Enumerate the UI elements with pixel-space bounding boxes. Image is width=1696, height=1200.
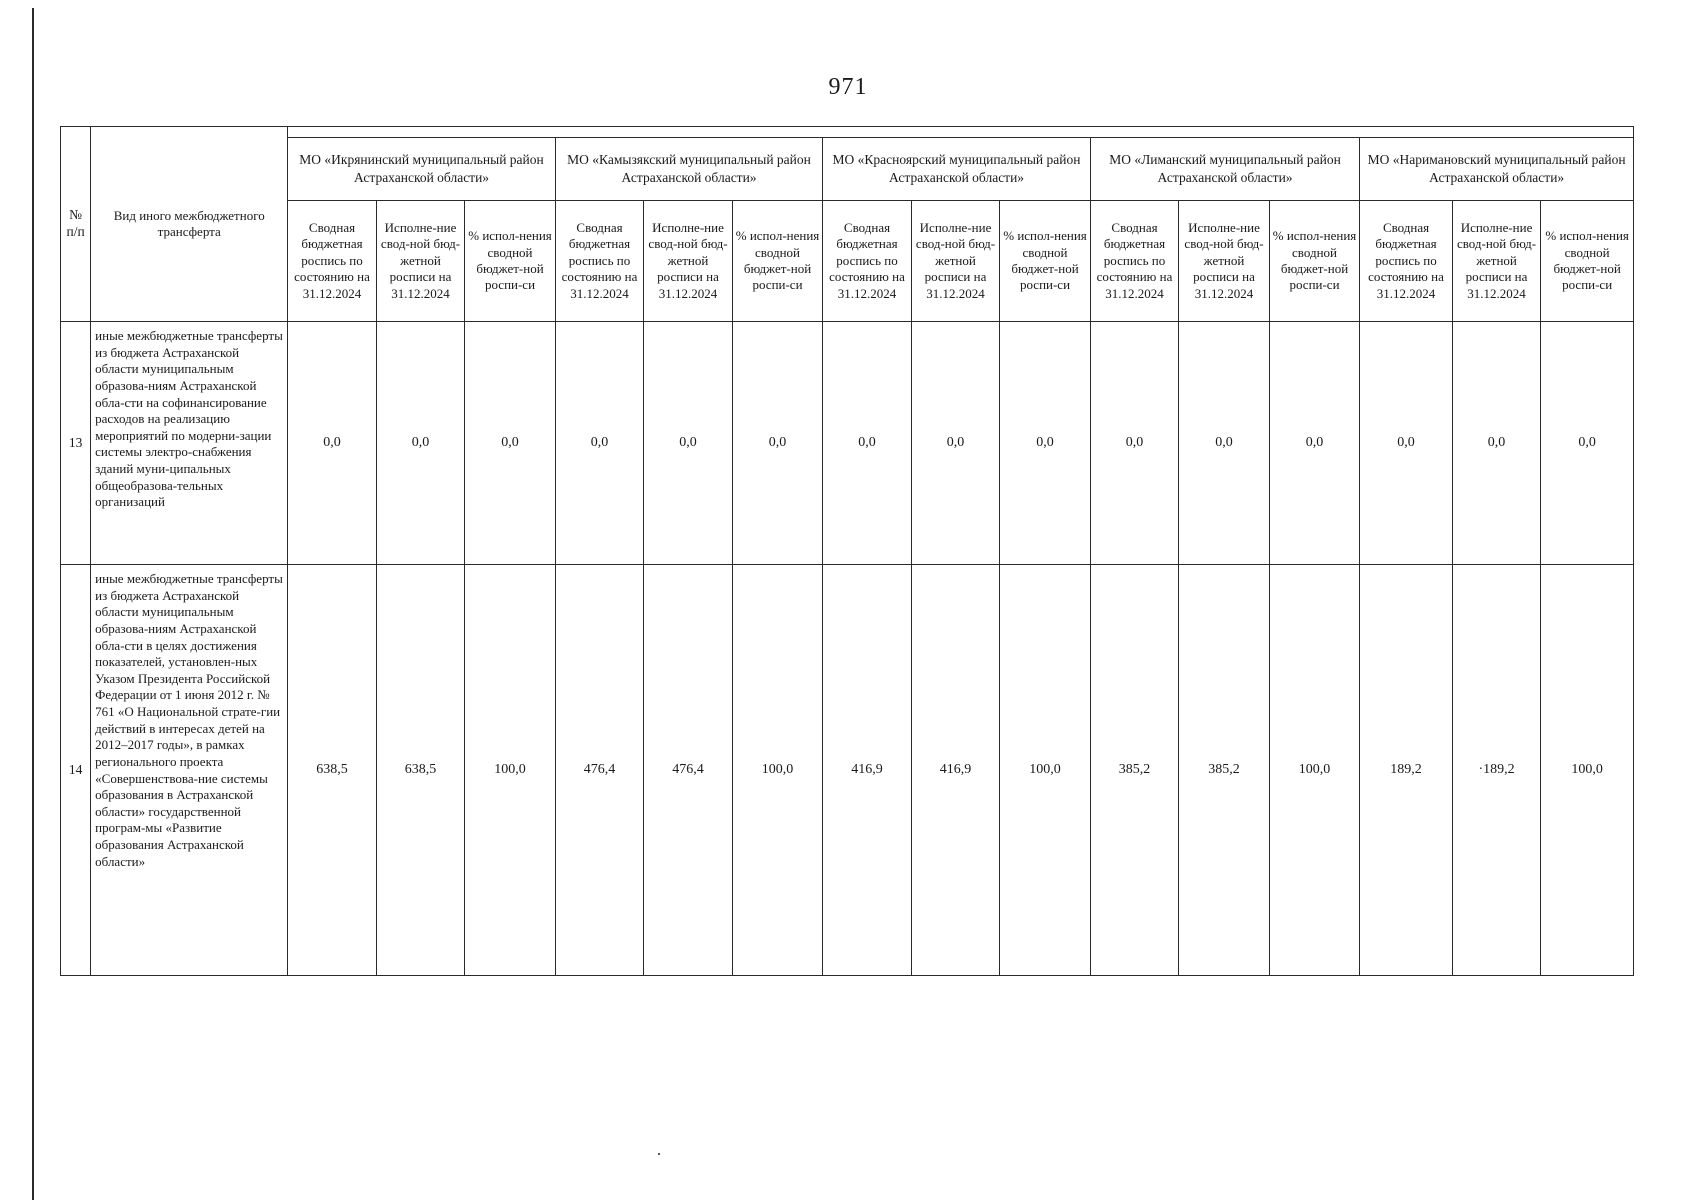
cell-value: 0,0	[1360, 322, 1453, 565]
cell-value: 416,9	[823, 565, 912, 976]
header-mo-narimanovsky: МО «Наримановский муниципальный район Астраханской области»	[1360, 138, 1634, 201]
cell-value: 100,0	[732, 565, 823, 976]
cell-value: 0,0	[732, 322, 823, 565]
subheader-percent: % испол-нения сводной бюджет-ной роспи-си	[1269, 201, 1360, 322]
cell-value: 638,5	[376, 565, 465, 976]
cell-value: 0,0	[911, 322, 1000, 565]
table-row	[61, 565, 1634, 976]
subheader-percent: % испол-нения сводной бюджет-ной роспи-си	[465, 201, 556, 322]
subheader-plan: Сводная бюджетная роспись по состоянию на 31.12.2024	[288, 201, 377, 322]
cell-value: 416,9	[911, 565, 1000, 976]
cell-value: 0,0	[555, 322, 644, 565]
cell-value: 0,0	[1541, 322, 1634, 565]
cell-value: 0,0	[288, 322, 377, 565]
subheader-execution: Исполне-ние свод-ной бюд-жетной росписи на 31.12.2024	[376, 201, 465, 322]
row-transfer-type: иные межбюджетные трансферты из бюджета Астраханской области муниципальным образова-ниям Астраханской обла-сти на софинансирование расходов на реализацию мероприятий по модерни-зации системы электро-снабжения зданий муни-ципальных общеобразова-тельных организаций	[91, 322, 288, 565]
cell-value: 0,0	[465, 322, 556, 565]
cell-value: ·189,2	[1452, 565, 1541, 976]
header-mo-limansky: МО «Лиманский муниципальный район Астраханской области»	[1090, 138, 1360, 201]
cell-value: 0,0	[644, 322, 733, 565]
subheader-plan: Сводная бюджетная роспись по состоянию на 31.12.2024	[823, 201, 912, 322]
header-transfer-type: Вид иного межбюджетного трансферта	[91, 127, 288, 322]
scan-speck	[658, 1153, 660, 1155]
cell-value: 0,0	[1269, 322, 1360, 565]
cell-value: 0,0	[1179, 322, 1270, 565]
cell-value: 476,4	[644, 565, 733, 976]
row-transfer-type: иные межбюджетные трансферты из бюджета Астраханской области муниципальным образова-ниям Астраханской обла-сти в целях достижения показателей, установлен-ных Указом Президента Российской Федерации от 1 июня 2012 г. № 761 «О Национальной страте-гии действий в интересах детей на 2012–2017 годы», в рамках регионального проекта «Совершенствова-ние системы образования в Астраханской области» государственной програм-мы «Развитие образования Астраханской области»	[91, 565, 288, 976]
cell-value: 100,0	[465, 565, 556, 976]
row-number: 14	[61, 565, 91, 976]
header-num: № п/п	[61, 127, 91, 322]
subheader-percent: % испол-нения сводной бюджет-ной роспи-си	[1541, 201, 1634, 322]
budget-execution-table	[60, 126, 1634, 976]
cell-value: 476,4	[555, 565, 644, 976]
cell-value: 100,0	[1269, 565, 1360, 976]
cell-value: 385,2	[1090, 565, 1179, 976]
subheader-percent: % испол-нения сводной бюджет-ной роспи-си	[1000, 201, 1091, 322]
cell-value: 638,5	[288, 565, 377, 976]
header-municipalities-row	[61, 138, 1634, 201]
header-mo-ikryaninsky: МО «Икрянинский муниципальный район Астраханской области»	[288, 138, 556, 201]
subheader-execution: Исполне-ние свод-ной бюд-жетной росписи на 31.12.2024	[1452, 201, 1541, 322]
binding-margin-line	[32, 8, 34, 1200]
cell-value: 100,0	[1000, 565, 1091, 976]
cell-value: 100,0	[1541, 565, 1634, 976]
cell-value: 0,0	[376, 322, 465, 565]
cell-value: 0,0	[1000, 322, 1091, 565]
table-row	[61, 322, 1634, 565]
subheader-execution: Исполне-ние свод-ной бюд-жетной росписи на 31.12.2024	[1179, 201, 1270, 322]
row-number: 13	[61, 322, 91, 565]
header-subcolumns-row	[61, 201, 1634, 322]
subheader-plan: Сводная бюджетная роспись по состоянию на 31.12.2024	[1090, 201, 1179, 322]
subheader-plan: Сводная бюджетная роспись по состоянию на 31.12.2024	[1360, 201, 1453, 322]
header-mo-krasnoyarsky: МО «Красноярский муниципальный район Астраханской области»	[823, 138, 1091, 201]
subheader-percent: % испол-нения сводной бюджет-ной роспи-си	[732, 201, 823, 322]
header-top-strip	[61, 127, 1634, 138]
page-number: 971	[828, 74, 868, 100]
cell-value: 0,0	[1090, 322, 1179, 565]
cell-value: 385,2	[1179, 565, 1270, 976]
subheader-execution: Исполне-ние свод-ной бюд-жетной росписи на 31.12.2024	[644, 201, 733, 322]
subheader-execution: Исполне-ние свод-ной бюд-жетной росписи на 31.12.2024	[911, 201, 1000, 322]
header-strip-cell	[288, 127, 1634, 138]
header-mo-kamyzyaksky: МО «Камызякский муниципальный район Астраханской области»	[555, 138, 823, 201]
cell-value: 0,0	[1452, 322, 1541, 565]
subheader-plan: Сводная бюджетная роспись по состоянию на 31.12.2024	[555, 201, 644, 322]
cell-value: 189,2	[1360, 565, 1453, 976]
cell-value: 0,0	[823, 322, 912, 565]
